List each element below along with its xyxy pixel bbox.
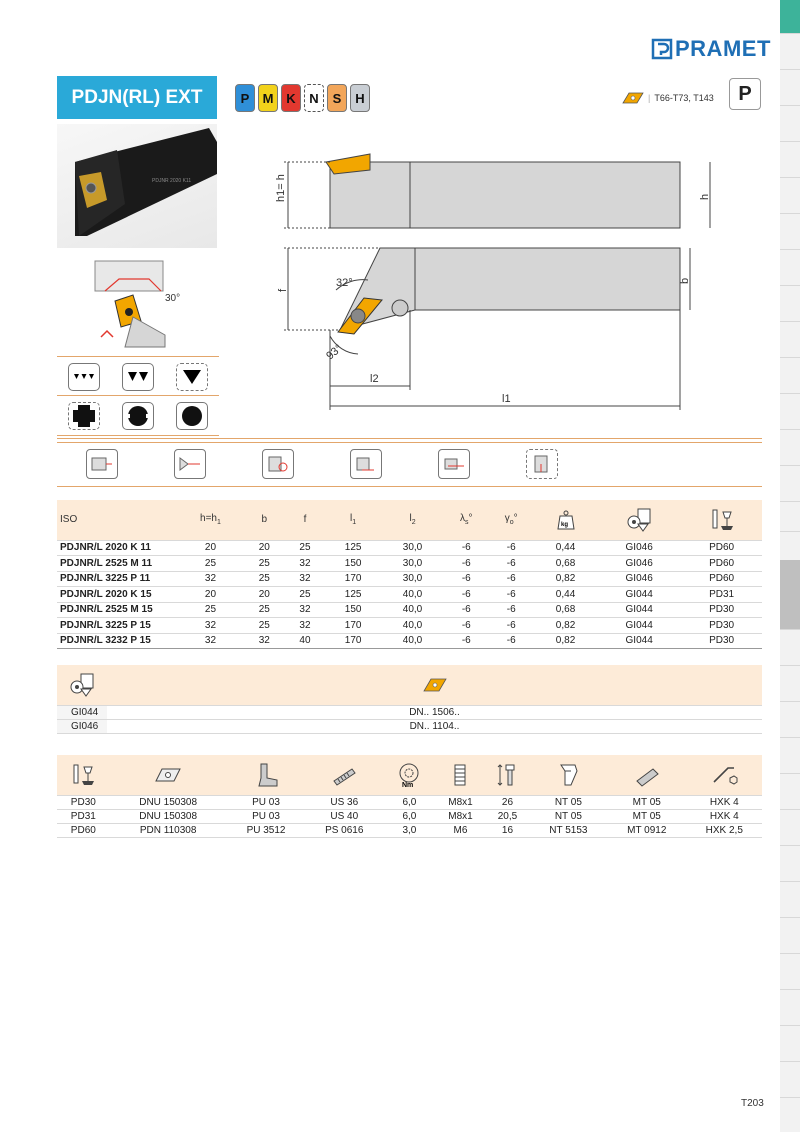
section-tab bbox=[780, 250, 800, 286]
product-row-cell: 40 bbox=[285, 633, 326, 649]
product-row-cell: GI046 bbox=[597, 556, 681, 572]
large-triangle-icon bbox=[176, 363, 208, 391]
recessing-op-icon bbox=[526, 449, 558, 479]
product-row-cell: -6 bbox=[488, 571, 533, 587]
spare-parts-icon bbox=[709, 508, 735, 532]
page-title: PDJN(RL) EXT bbox=[57, 76, 217, 119]
product-row-cell: 20 bbox=[244, 540, 285, 556]
col-l2: $l_2$ bbox=[381, 500, 444, 540]
section-tab-top bbox=[780, 0, 800, 34]
parts-row-cell: NT 05 bbox=[530, 809, 607, 823]
longitudinal-op-icon bbox=[350, 449, 382, 479]
parts-row-cell: 6,0 bbox=[383, 795, 436, 809]
product-row-cell: PD30 bbox=[681, 602, 762, 618]
section-tab bbox=[780, 214, 800, 250]
parts-row-cell: NT 05 bbox=[530, 795, 607, 809]
insert-col-clamp bbox=[57, 665, 107, 705]
parts-col-key bbox=[687, 755, 762, 795]
parts-row-cell: PU 03 bbox=[227, 809, 306, 823]
parts-col-screw bbox=[305, 755, 383, 795]
section-tab bbox=[780, 918, 800, 954]
insert-col-insert bbox=[107, 665, 762, 705]
section-tab bbox=[780, 358, 800, 394]
product-row-cell: 25 bbox=[244, 602, 285, 618]
section-tab bbox=[780, 810, 800, 846]
product-row-cell: PDJNR/L 2020 K 15 bbox=[57, 587, 177, 603]
iso-badge-m: M bbox=[258, 84, 278, 112]
section-tab bbox=[780, 286, 800, 322]
product-row-cell: -6 bbox=[488, 540, 533, 556]
facing-op-icon bbox=[262, 449, 294, 479]
product-row-cell: 32 bbox=[285, 602, 326, 618]
section-tab bbox=[780, 1062, 800, 1098]
parts-col-torque bbox=[383, 755, 436, 795]
parts-row-cell: NT 5153 bbox=[530, 823, 607, 837]
parts-row-cell: 20,5 bbox=[485, 809, 530, 823]
parts-row-cell: PD60 bbox=[57, 823, 110, 837]
round-shape-icon bbox=[176, 402, 208, 430]
parts-row-cell: US 40 bbox=[305, 809, 383, 823]
dim-l1: l1 bbox=[502, 393, 511, 405]
product-table-header bbox=[57, 500, 762, 540]
parts-row-cell: HXK 2,5 bbox=[687, 823, 762, 837]
product-row-cell: 150 bbox=[325, 556, 381, 572]
product-row-cell: GI044 bbox=[597, 587, 681, 603]
angle-32: 32° bbox=[336, 277, 353, 289]
col-iso: ISO bbox=[57, 500, 177, 540]
parts-row-cell: HXK 4 bbox=[687, 809, 762, 823]
product-row-cell: 25 bbox=[244, 618, 285, 634]
product-row-cell: 40,0 bbox=[381, 602, 444, 618]
col-spare-parts bbox=[681, 500, 762, 540]
product-row-cell: 25 bbox=[244, 556, 285, 572]
col-b: b bbox=[244, 500, 285, 540]
product-row-cell: 0,82 bbox=[534, 618, 597, 634]
ref-pages: T66-T73, T143 bbox=[654, 93, 714, 103]
pin-icon bbox=[633, 765, 661, 785]
col-clamp-set bbox=[597, 500, 681, 540]
parts-row-cell: MT 05 bbox=[607, 809, 687, 823]
screw-icon bbox=[330, 765, 358, 785]
product-row-cell: PD60 bbox=[681, 556, 762, 572]
parts-row-cell: PU 3512 bbox=[227, 823, 306, 837]
cross-shape-icon bbox=[68, 402, 100, 430]
section-tab bbox=[780, 70, 800, 106]
parts-col-shim bbox=[110, 755, 227, 795]
section-tab bbox=[780, 430, 800, 466]
product-row-cell: -6 bbox=[488, 618, 533, 634]
section-tab bbox=[780, 666, 800, 702]
parts-row-cell: MT 0912 bbox=[607, 823, 687, 837]
product-row-cell: 32 bbox=[177, 633, 244, 649]
screw-length-icon bbox=[496, 763, 518, 787]
parts-row-cell: PD30 bbox=[57, 795, 110, 809]
section-tab-strip bbox=[780, 0, 800, 1132]
section-tab bbox=[780, 846, 800, 882]
iso-material-badges bbox=[235, 84, 370, 112]
product-row-cell: 32 bbox=[244, 633, 285, 649]
col-l1: $l_1$ bbox=[325, 500, 381, 540]
product-row-cell: 150 bbox=[325, 602, 381, 618]
product-row-cell: -6 bbox=[444, 587, 488, 603]
section-tab bbox=[780, 322, 800, 358]
parts-table-header bbox=[57, 755, 762, 795]
product-row-cell: 0,82 bbox=[534, 571, 597, 587]
col-f: f bbox=[285, 500, 326, 540]
product-row-cell: PD30 bbox=[681, 618, 762, 634]
insert-row bbox=[57, 705, 762, 719]
product-row-cell: PD30 bbox=[681, 633, 762, 649]
iso-badge-k: K bbox=[281, 84, 301, 112]
product-row bbox=[57, 618, 762, 634]
dim-b: b bbox=[679, 277, 691, 284]
parts-row-cell: US 36 bbox=[305, 795, 383, 809]
section-tab bbox=[780, 882, 800, 918]
product-row bbox=[57, 571, 762, 587]
product-row bbox=[57, 587, 762, 603]
product-row-cell: 170 bbox=[325, 618, 381, 634]
section-tab bbox=[780, 34, 800, 70]
product-row-cell: 0,68 bbox=[534, 556, 597, 572]
section-tab bbox=[780, 466, 800, 502]
parts-row-cell: 6,0 bbox=[383, 809, 436, 823]
col-h-h1: $h=h_1$ bbox=[177, 500, 244, 540]
col-gamma: $\gamma_o^\circ$ bbox=[488, 500, 533, 540]
section-tab bbox=[780, 702, 800, 738]
parts-col-pin bbox=[607, 755, 687, 795]
insert-row-cell: DN.. 1104.. bbox=[107, 719, 762, 733]
angle-93: 93° bbox=[324, 342, 345, 363]
product-row-cell: PDJNR/L 3225 P 11 bbox=[57, 571, 177, 587]
section-tab bbox=[780, 990, 800, 1026]
product-row-cell: -6 bbox=[444, 571, 488, 587]
dim-h: h bbox=[699, 193, 711, 200]
mini-angle: 30° bbox=[165, 293, 181, 304]
medium-triangles-icon bbox=[122, 363, 154, 391]
col-lambda: $\lambda_s^\circ$ bbox=[444, 500, 488, 540]
insert-row-cell: GI046 bbox=[57, 719, 107, 733]
parts-col-lever bbox=[227, 755, 306, 795]
product-row-cell: 40,0 bbox=[381, 633, 444, 649]
section-tab bbox=[780, 178, 800, 214]
parts-row bbox=[57, 823, 762, 837]
insert-row bbox=[57, 719, 762, 733]
section-tab bbox=[780, 630, 800, 666]
product-row-cell: PDJNR/L 2020 K 11 bbox=[57, 540, 177, 556]
product-row-cell: 32 bbox=[177, 571, 244, 587]
insert-reference bbox=[622, 92, 714, 104]
parts-row-cell: PDN 110308 bbox=[110, 823, 227, 837]
product-row-cell: -6 bbox=[488, 556, 533, 572]
product-row-cell: GI046 bbox=[597, 540, 681, 556]
clamp-set-icon bbox=[69, 673, 95, 697]
product-row-cell: 25 bbox=[285, 587, 326, 603]
product-row-cell: 25 bbox=[177, 602, 244, 618]
parts-row bbox=[57, 795, 762, 809]
tool-holder-photo-icon bbox=[57, 124, 217, 248]
section-tab bbox=[780, 142, 800, 178]
operations-row bbox=[57, 442, 762, 486]
parts-row-cell: M8x1 bbox=[436, 809, 485, 823]
rhombic-insert-icon bbox=[622, 92, 644, 104]
section-tab bbox=[780, 1026, 800, 1062]
product-row-cell: 25 bbox=[285, 540, 326, 556]
product-row-cell: 170 bbox=[325, 633, 381, 649]
section-divider bbox=[57, 438, 762, 439]
product-row-cell: 0,68 bbox=[534, 602, 597, 618]
product-row-cell: PD60 bbox=[681, 540, 762, 556]
technical-drawing bbox=[270, 140, 711, 420]
parts-row-cell: DNU 150308 bbox=[110, 809, 227, 823]
product-row-cell: 30,0 bbox=[381, 571, 444, 587]
thread-icon bbox=[453, 763, 467, 787]
profiling-op-icon bbox=[174, 449, 206, 479]
shim-icon bbox=[154, 767, 182, 783]
rhombic-insert-icon bbox=[423, 678, 447, 692]
iso-badge-n: N bbox=[304, 84, 324, 112]
product-row-cell: 0,82 bbox=[534, 633, 597, 649]
page-number: T203 bbox=[741, 1098, 764, 1109]
parts-row-cell: PS 0616 bbox=[305, 823, 383, 837]
spare-parts-table bbox=[57, 755, 762, 838]
clamp-icon bbox=[557, 763, 579, 787]
product-row-cell: GI044 bbox=[597, 602, 681, 618]
parts-col-clamp bbox=[530, 755, 607, 795]
application-group-badge: P bbox=[729, 78, 761, 110]
product-row-cell: 30,0 bbox=[381, 556, 444, 572]
product-row-cell: 25 bbox=[244, 571, 285, 587]
product-row-cell: PD31 bbox=[681, 587, 762, 603]
product-photo bbox=[57, 124, 217, 248]
small-triangles-icon bbox=[68, 363, 100, 391]
product-row-cell: PDJNR/L 2525 M 15 bbox=[57, 602, 177, 618]
parts-row-cell: 3,0 bbox=[383, 823, 436, 837]
product-row-cell: -6 bbox=[488, 587, 533, 603]
insert-table bbox=[57, 665, 762, 734]
svg-text:PDJNR 2020 K11: PDJNR 2020 K11 bbox=[152, 178, 192, 184]
product-row-cell: 40,0 bbox=[381, 587, 444, 603]
iso-badge-h: H bbox=[350, 84, 370, 112]
product-row-cell: 20 bbox=[177, 587, 244, 603]
parts-row bbox=[57, 809, 762, 823]
product-row-cell: -6 bbox=[444, 540, 488, 556]
product-row bbox=[57, 556, 762, 572]
brand-name: PRAMET bbox=[675, 36, 771, 61]
product-row-cell: PDJNR/L 3225 P 15 bbox=[57, 618, 177, 634]
product-row-cell: PDJNR/L 2525 M 11 bbox=[57, 556, 177, 572]
octagon-shape-icon bbox=[122, 402, 154, 430]
product-row-cell: 0,44 bbox=[534, 540, 597, 556]
machining-diagram bbox=[85, 257, 195, 352]
product-row-cell: 0,44 bbox=[534, 587, 597, 603]
product-row-cell: 32 bbox=[177, 618, 244, 634]
clamp-set-icon bbox=[626, 508, 652, 532]
product-row-cell: PDJNR/L 3232 P 15 bbox=[57, 633, 177, 649]
product-row-cell: 20 bbox=[244, 587, 285, 603]
parts-row-cell: 16 bbox=[485, 823, 530, 837]
product-row-cell: 40,0 bbox=[381, 618, 444, 634]
parts-col-length bbox=[485, 755, 530, 795]
insert-row-cell: GI044 bbox=[57, 705, 107, 719]
parts-row-cell: PU 03 bbox=[227, 795, 306, 809]
iso-badge-s: S bbox=[327, 84, 347, 112]
col-weight bbox=[534, 500, 597, 540]
product-row-cell: -6 bbox=[488, 602, 533, 618]
dim-h1-h: h1= h bbox=[275, 174, 287, 202]
product-row-cell: 125 bbox=[325, 540, 381, 556]
product-row-cell: 125 bbox=[325, 587, 381, 603]
torque-icon bbox=[396, 762, 422, 788]
product-row bbox=[57, 633, 762, 649]
product-row-cell: 30,0 bbox=[381, 540, 444, 556]
insert-row-cell: DN.. 1506.. bbox=[107, 705, 762, 719]
insert-shape-grid bbox=[57, 356, 219, 436]
section-tab bbox=[780, 106, 800, 142]
section-tab bbox=[780, 738, 800, 774]
section-divider bbox=[57, 486, 762, 487]
weight-kg-icon bbox=[557, 510, 575, 530]
section-tab bbox=[780, 502, 800, 532]
product-row-cell: -6 bbox=[444, 633, 488, 649]
product-row-cell: -6 bbox=[488, 633, 533, 649]
product-row-cell: -6 bbox=[444, 618, 488, 634]
section-tab bbox=[780, 394, 800, 430]
nm-label: Nm bbox=[402, 781, 414, 789]
dim-l2: l2 bbox=[370, 373, 379, 385]
parts-row-cell: MT 05 bbox=[607, 795, 687, 809]
svg-text:kg: kg bbox=[560, 521, 568, 528]
section-tab bbox=[780, 774, 800, 810]
turning-op-icon bbox=[86, 449, 118, 479]
product-row-cell: GI044 bbox=[597, 618, 681, 634]
product-row-cell: GI044 bbox=[597, 633, 681, 649]
product-row-cell: GI046 bbox=[597, 571, 681, 587]
copying-op-icon bbox=[438, 449, 470, 479]
product-row-cell: PD60 bbox=[681, 571, 762, 587]
lever-icon bbox=[253, 762, 279, 788]
spare-parts-icon bbox=[70, 763, 96, 787]
product-row-cell: 32 bbox=[285, 556, 326, 572]
parts-col-thread bbox=[436, 755, 485, 795]
hex-key-icon bbox=[710, 764, 738, 786]
parts-row-cell: HXK 4 bbox=[687, 795, 762, 809]
parts-row-cell: M6 bbox=[436, 823, 485, 837]
parts-row-cell: 26 bbox=[485, 795, 530, 809]
parts-row-cell: PD31 bbox=[57, 809, 110, 823]
product-table bbox=[57, 500, 762, 649]
parts-row-cell: M8x1 bbox=[436, 795, 485, 809]
product-row-cell: 25 bbox=[177, 556, 244, 572]
iso-badge-p: P bbox=[235, 84, 255, 112]
dim-f: f bbox=[277, 288, 289, 292]
parts-row-cell: DNU 150308 bbox=[110, 795, 227, 809]
pramet-logo bbox=[652, 36, 771, 62]
product-row bbox=[57, 602, 762, 618]
product-row-cell: 20 bbox=[177, 540, 244, 556]
product-row-cell: 32 bbox=[285, 571, 326, 587]
product-row-cell: -6 bbox=[444, 602, 488, 618]
product-row bbox=[57, 540, 762, 556]
insert-table-header bbox=[57, 665, 762, 705]
pramet-logo-mark-icon bbox=[652, 39, 672, 59]
product-row-cell: 32 bbox=[285, 618, 326, 634]
section-tab-active bbox=[780, 560, 800, 630]
parts-col-set bbox=[57, 755, 110, 795]
section-tab bbox=[780, 954, 800, 990]
product-row-cell: -6 bbox=[444, 556, 488, 572]
product-row-cell: 170 bbox=[325, 571, 381, 587]
ref-separator: | bbox=[648, 93, 651, 103]
